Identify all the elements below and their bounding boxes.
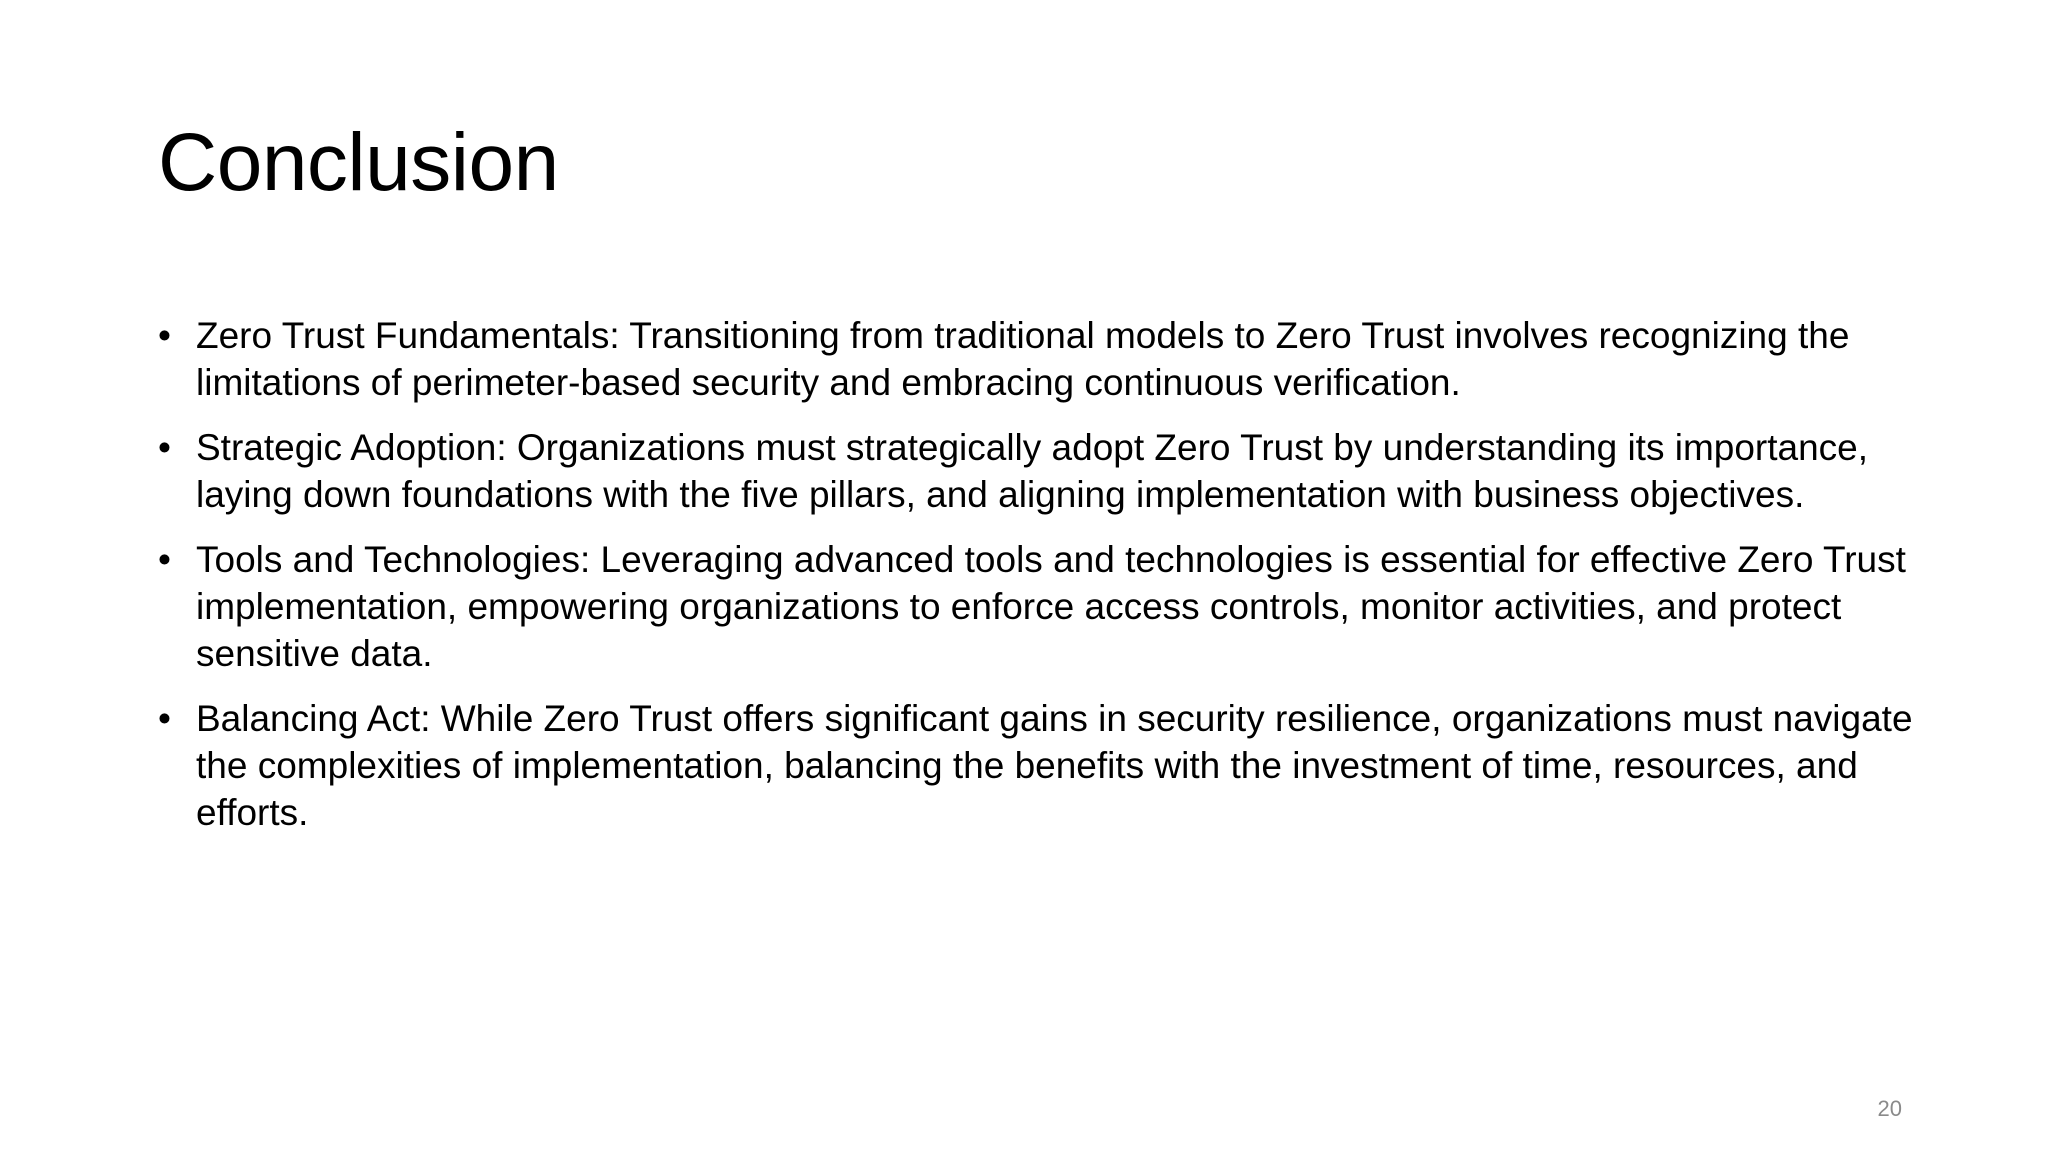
bullet-text: Zero Trust Fundamentals: Transitioning from traditional models to Zero Trust involves recognizing the limitations of perimeter-based security and embracing continuous verification.: [196, 315, 1850, 403]
slide-title: Conclusion: [158, 117, 559, 208]
bullet-list: [158, 312, 1918, 854]
bullet-text: Strategic Adoption: Organizations must strategically adopt Zero Trust by understanding its importance, laying down foundations with the five pillars, and aligning implementation with business objectives.: [196, 427, 1869, 515]
bullet-item: [158, 536, 1918, 677]
bullet-text: Tools and Technologies: Leveraging advanced tools and technologies is essential for effective Zero Trust implementation, empowering organizations to enforce access controls, monitor activities, and protect sensitive data.: [196, 539, 1906, 674]
bullet-dot-icon: •: [158, 539, 171, 580]
bullet-dot-icon: •: [158, 315, 171, 356]
bullet-dot-icon: •: [158, 427, 171, 468]
bullet-item: [158, 312, 1918, 406]
page-number: 20: [1877, 1096, 1902, 1121]
bullet-item: [158, 424, 1918, 518]
bullet-dot-icon: •: [158, 698, 171, 739]
bullet-text: Balancing Act: While Zero Trust offers significant gains in security resilience, organizations must navigate the complexities of implementation, balancing the benefits with the investment of time, resources, and efforts.: [196, 698, 1913, 833]
bullet-item: [158, 695, 1918, 836]
